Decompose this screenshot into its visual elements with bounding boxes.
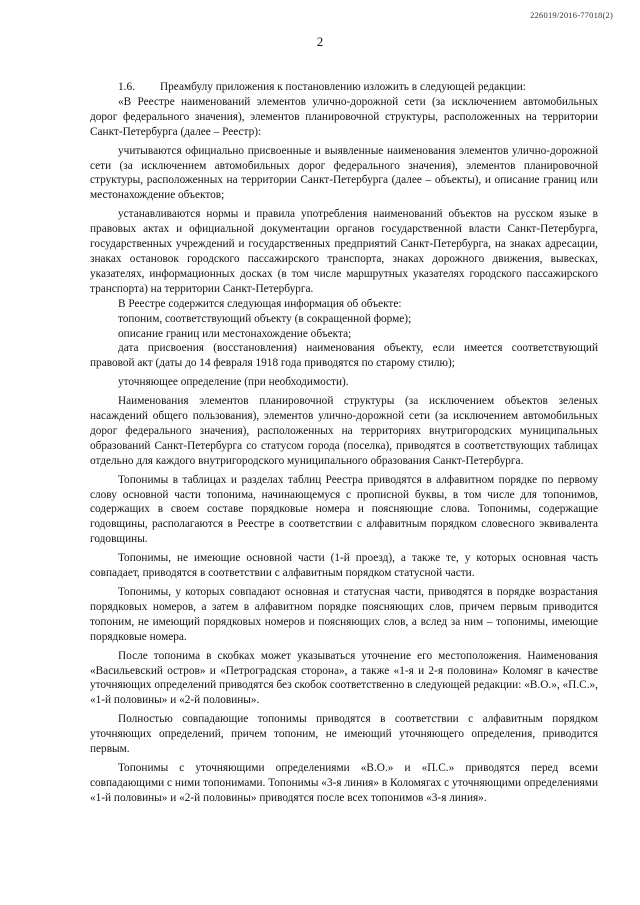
paragraph: учитываются официально присвоенные и выявленные наименования элементов улично-дорожной сети (за исключением автомобильных дорог федерального значения), элементов планировочной структуры, расположенных на территории Санкт-Петербурга (далее – объекты), и описание границ или местонахождение объектов; [90, 144, 598, 202]
paragraph: Полностью совпадающие топонимы приводятся в соответствии с алфавитным порядком уточняющих определений, причем топоним, не имеющий уточняющего определения, приводится первым. [90, 713, 598, 756]
paragraph: Наименования элементов планировочной структуры (за исключением объектов зеленых насаждений общего пользования), элементов улично-дорожной сети (за исключением автомобильных дорог федерального значения), расположенных на территориях внутригородских муниципальных образований Санкт-Петербурга со статусом города (поселка), приводятся в соответствующих таблицах отдельно для каждого внутригородского муниципального образования Санкт-Петербурга. [90, 395, 598, 467]
paragraph: устанавливаются нормы и правила употребления наименований объектов на русском языке в правовых актах и официальной документации органов государственной власти Санкт-Петербурга, государственных учреждений и государственных предприятий Санкт-Петербурга, на знаках адресации, знаках остановок городского пассажирского транспорта, знаках дорожного движения, вывесках, указателях, информационных досках (в том числе маршрутных указателях городского пассажирского транспорта) на территории Санкт-Петербурга. [90, 208, 598, 295]
paragraph: дата присвоения (восстановления) наименования объекту, если имеется соответствующий правовой акт (даты до 14 февраля 1918 года приводятся по старому стилю); [90, 342, 598, 370]
page-number: 2 [316, 34, 324, 49]
paragraph: описание границ или местонахождение объекта; [118, 327, 352, 340]
paragraph: Топонимы с уточняющими определениями «В.О.» и «П.С.» приводятся перед всеми совпадающими с ними топонимами. Топонимы «3-я линия» в Коломягах с уточняющими определениями «1-й половины» и «2-й половины» приводятся после всех топонимов «3-я линия». [90, 761, 598, 804]
paragraph: уточняющее определение (при необходимости). [118, 376, 349, 389]
paragraph: Топонимы в таблицах и разделах таблиц Реестра приводятся в алфавитном порядке по первому слову основной части топонима, начинающемуся с прописной буквы, в том числе для топонимов, содержащих в своем составе порядковые номера и поясняющие слова. Топонимы, содержащие годовщины, располагаются в Реестре в соответствии с алфавитным порядком словесного эквивалента годовщины. [90, 473, 598, 546]
clause-heading [90, 80, 598, 95]
paragraph: В Реестре содержится следующая информация об объекте: [118, 297, 402, 310]
paragraph: После топонима в скобках может указываться уточнение его местоположения. Наименования «Васильевский остров» и «Петроградская сторона», а также «1-я и 2-я половина» Коломяг в качестве уточняющих определений приводятся без скобок соответственно в следующей редакции: «В.О.», «П.С.», «1-й половины» и «2-й половины». [90, 649, 598, 707]
clause-number: 1.6. [118, 81, 135, 93]
paragraph: «В Реестре наименований элементов улично-дорожной сети (за исключением автомобильных дорог федерального значения), элементов планировочной структуры, расположенных на территории Санкт-Петербурга (далее – Реестр): [90, 95, 598, 138]
document-body [90, 80, 598, 806]
paragraph: топоним, соответствующий объекту (в сокращенной форме); [118, 312, 412, 325]
paragraph: Топонимы, у которых совпадают основная и статусная части, приводятся в порядке возрастания порядковых номеров, а затем в алфавитном порядке поясняющих слов, причем первым приводится топоним, не имеющий порядковых номеров и поясняющих слов, а вслед за ним – топонимы, имеющие порядковые номера. [90, 586, 598, 643]
paragraph: Топонимы, не имеющие основной части (1-й проезд), а также те, у которых основная часть совпадает, приводятся в соответствии с алфавитным порядком статусной части. [90, 552, 598, 580]
document-id: 226019/2016-77018(2) [530, 10, 613, 20]
clause-intro: Преамбулу приложения к постановлению изложить в следующей редакции: [160, 81, 526, 93]
